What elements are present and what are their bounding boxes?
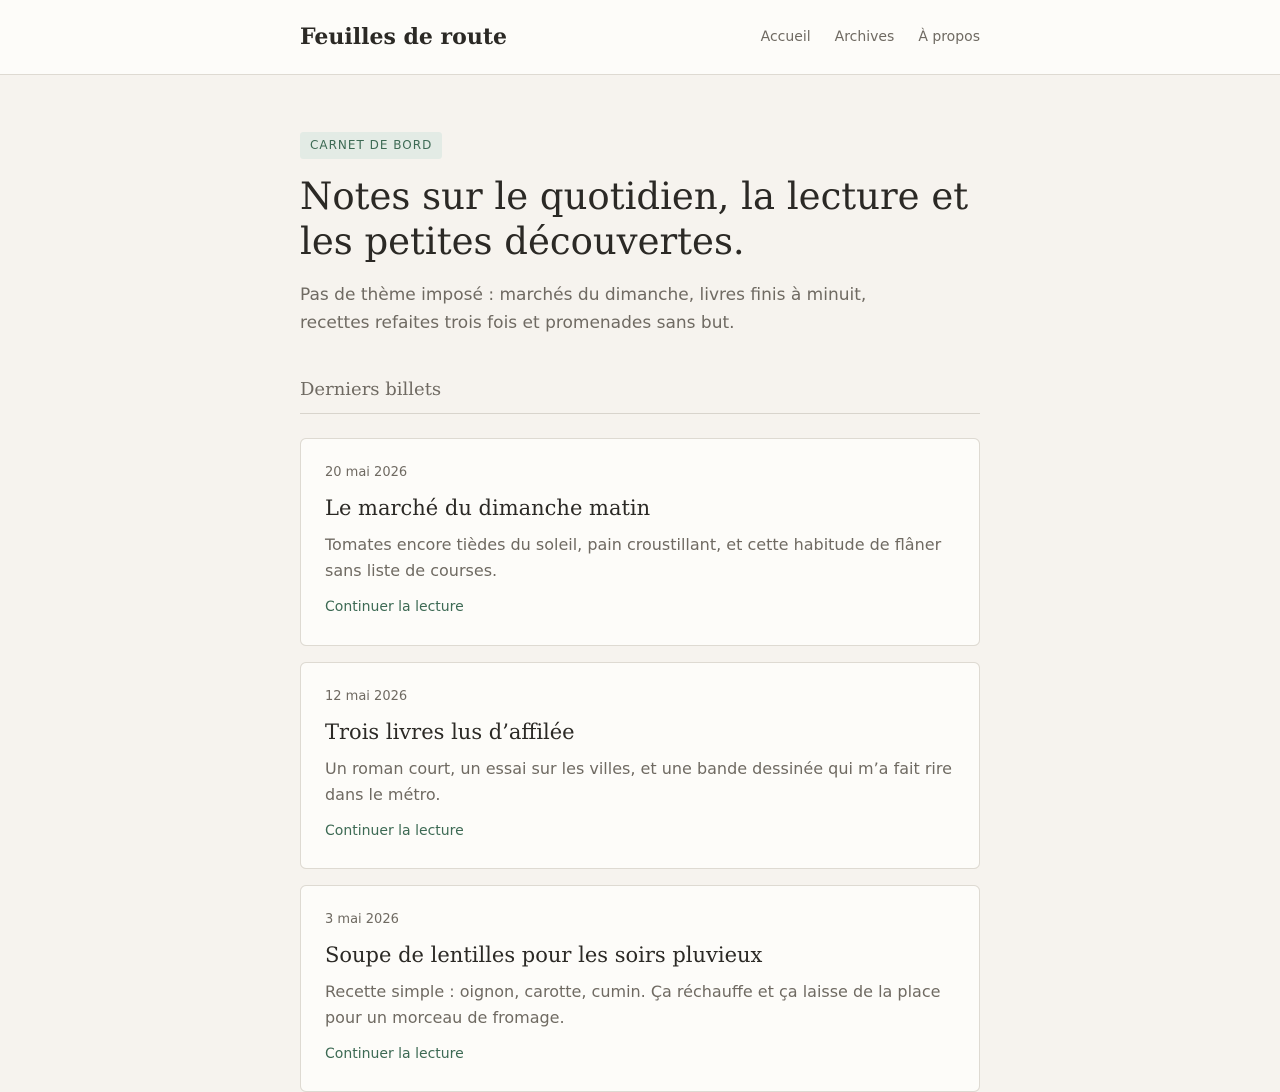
page-subtitle: Pas de thème imposé : marchés du dimanche, livres finis à minuit, recettes refaites trois fois et promenades sans but. bbox=[300, 285, 867, 333]
main-nav bbox=[761, 27, 980, 47]
post-excerpt: Un roman court, un essai sur les villes, et une bande dessinée qui m’a fait rire dans le métro. bbox=[325, 759, 952, 804]
post-date: 20 mai 2026 bbox=[325, 465, 408, 480]
site-title[interactable]: Feuilles de route bbox=[300, 24, 507, 50]
category-tag: CARNET DE BORD bbox=[300, 132, 442, 159]
post-title[interactable]: Trois livres lus d’affilée bbox=[325, 720, 575, 744]
post-excerpt: Recette simple : oignon, carotte, cumin. Ça réchauffe et ça laisse de la place pour un morceau de fromage. bbox=[325, 982, 941, 1027]
site-header bbox=[0, 0, 1280, 75]
post-card bbox=[300, 885, 980, 1092]
read-more-link[interactable]: Continuer la lecture bbox=[325, 599, 464, 615]
page-title: Notes sur le quotidien, la lecture et les petites découvertes. bbox=[300, 175, 969, 263]
post-date: 3 mai 2026 bbox=[325, 912, 399, 927]
nav-link-archives[interactable]: Archives bbox=[834, 29, 895, 45]
section-title: Derniers billets bbox=[300, 376, 980, 414]
post-date: 12 mai 2026 bbox=[325, 689, 408, 704]
read-more-link[interactable]: Continuer la lecture bbox=[325, 823, 464, 839]
read-more-link[interactable]: Continuer la lecture bbox=[325, 1046, 464, 1062]
post-title[interactable]: Soupe de lentilles pour les soirs pluvieux bbox=[325, 943, 763, 967]
nav-link-a-propos[interactable]: À propos bbox=[918, 29, 980, 45]
post-excerpt: Tomates encore tièdes du soleil, pain croustillant, et cette habitude de flâner sans liste de courses. bbox=[325, 535, 942, 580]
nav-link-accueil[interactable]: Accueil bbox=[760, 29, 811, 45]
post-card bbox=[300, 662, 980, 869]
post-card bbox=[300, 438, 980, 646]
post-title[interactable]: Le marché du dimanche matin bbox=[325, 496, 651, 520]
